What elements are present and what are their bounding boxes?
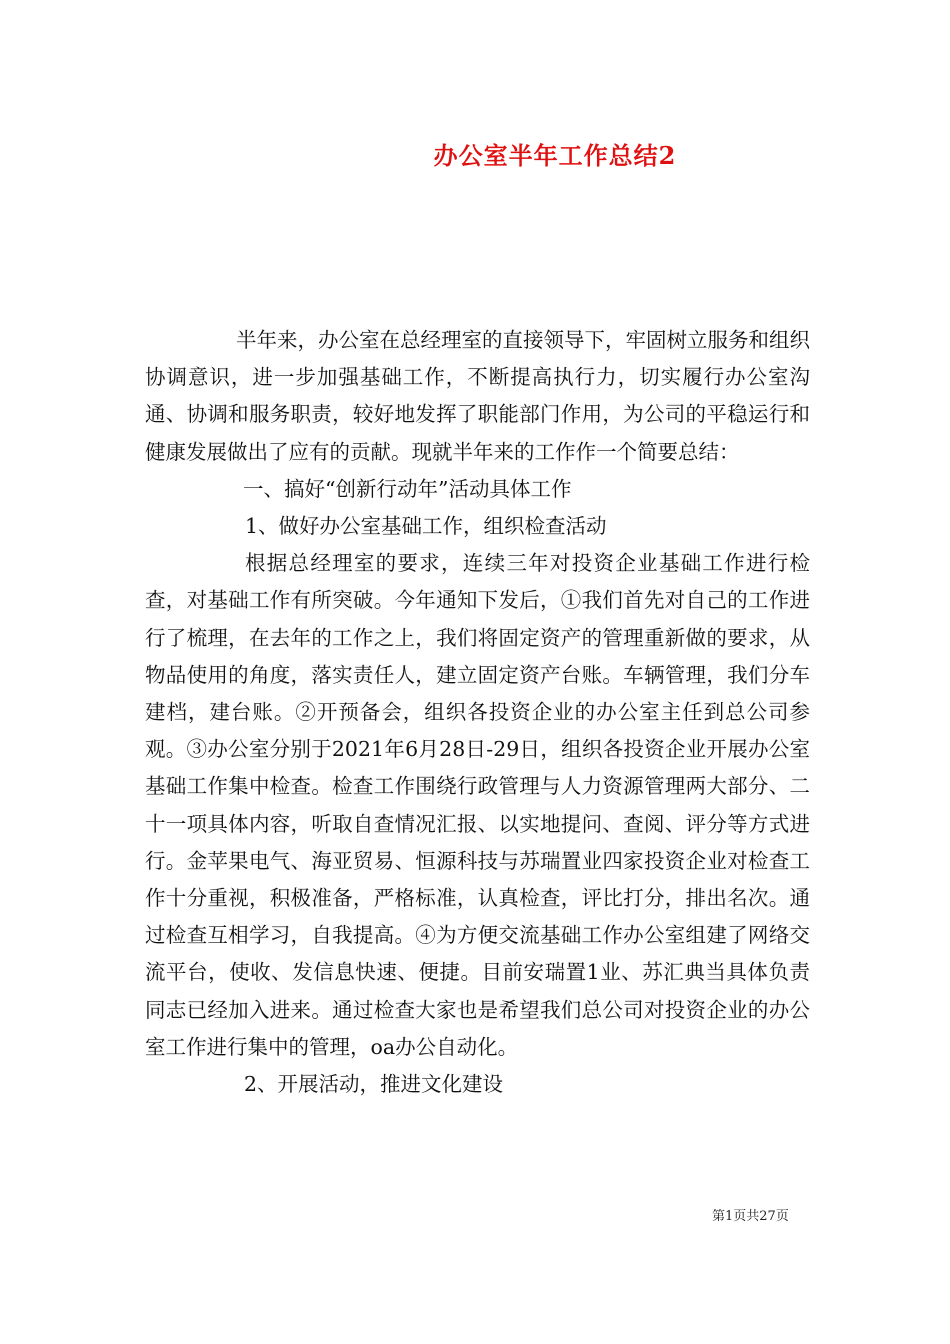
subsection-heading-1: 1、做好办公室基础工作，组织检查活动 bbox=[245, 514, 607, 539]
document-title: 办公室半年工作总结2 bbox=[433, 141, 677, 170]
document-body bbox=[145, 322, 810, 1103]
intro-paragraph: 半年来，办公室在总经理室的直接领导下，牢固树立服务和组织协调意识，进一步加强基础工作，不断提高执行力，切实履行办公室沟通、协调和服务职责，较好地发挥了职能部门作用，为公司的平稳运行和健康发展做出了应有的贡献。现就半年来的工作作一个简要总结： bbox=[145, 328, 810, 464]
section-heading-1: 一、搞好“创新行动年”活动具体工作 bbox=[243, 476, 572, 501]
page-number: 第1页共27页 bbox=[712, 1209, 789, 1224]
body-paragraph: 根据总经理室的要求，连续三年对投资企业基础工作进行检查，对基础工作有所突破。今年通知下发后，①我们首先对自己的工作进行了梳理，在去年的工作之上，我们将固定资产的管理重新做的要求，从物品使用的角度，落实责任人，建立固定资产台账。车辆管理，我们分车建档，建台账。②开预备会，组织各投资企业的办公室主任到总公司参观。③办公室分别于2021年6月28日-29日，组织各投资企业开展办公室基础工作集中检查。检查工作围绕行政管理与人力资源管理两大部分、二十一项具体内容，听取自查情况汇报、以实地提问、查阅、评分等方式进行。金苹果电气、海亚贸易、恒源科技与苏瑞置业四家投资企业对检查工作十分重视，积极准备，严格标准，认真检查，评比打分，排出名次。通过检查互相学习，自我提高。④为方便交流基础工作办公室组建了网络交流平台，使收、发信息快速、便捷。目前安瑞置1业、苏汇典当具体负责同志已经加入进来。通过检查大家也是希望我们总公司对投资企业的办公室工作进行集中的管理，oa办公自动化。 bbox=[145, 551, 810, 1059]
subsection-heading-2: 2、开展活动，推进文化建设 bbox=[244, 1072, 504, 1097]
